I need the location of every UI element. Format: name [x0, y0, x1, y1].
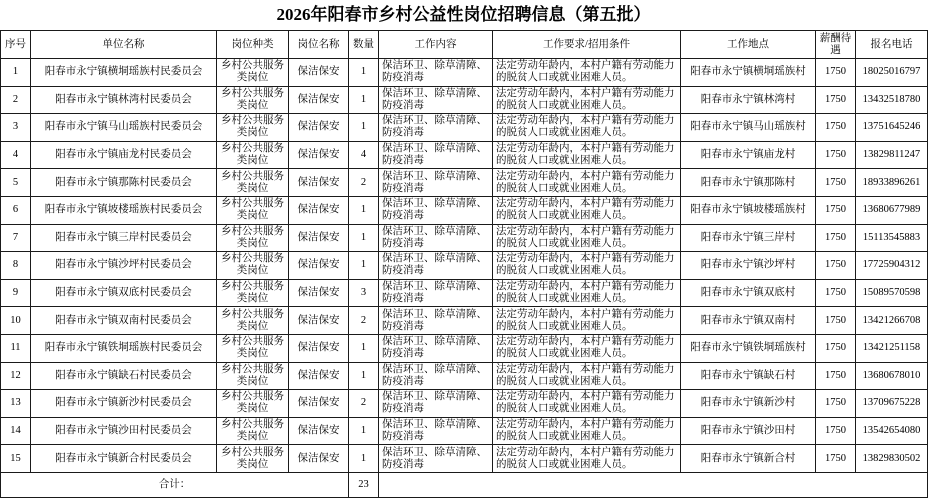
table-row [1, 334, 928, 362]
table-row [1, 141, 928, 169]
header-headcount: 数量 [349, 31, 379, 59]
position-name: 保洁保安 [289, 141, 349, 169]
salary: 1750 [816, 417, 856, 445]
salary: 1750 [816, 445, 856, 473]
work-location: 阳春市永宁镇双底村 [681, 279, 816, 307]
job-requirements: 法定劳动年龄内，本村户籍有劳动能力的脱贫人口或就业困难人员。 [493, 445, 681, 473]
total-label: 合计： [1, 472, 349, 497]
row-number: 2 [1, 86, 31, 114]
table-row [1, 417, 928, 445]
header-contact-phone: 报名电话 [856, 31, 928, 59]
work-location: 阳春市永宁镇沙田村 [681, 417, 816, 445]
contact-phone: 18933896261 [856, 169, 928, 197]
job-duties: 保洁环卫、除草清障、防疫消毒 [379, 224, 493, 252]
work-location: 阳春市永宁镇三岸村 [681, 224, 816, 252]
total-headcount: 23 [349, 472, 379, 497]
recruitment-table [0, 30, 928, 498]
unit-name: 阳春市永宁镇横垌瑶族村民委员会 [31, 59, 217, 87]
headcount: 2 [349, 307, 379, 335]
headcount: 1 [349, 445, 379, 473]
work-location: 阳春市永宁镇沙坪村 [681, 252, 816, 280]
position-name: 保洁保安 [289, 59, 349, 87]
row-number: 7 [1, 224, 31, 252]
header-row-number: 序号 [1, 31, 31, 59]
position-name: 保洁保安 [289, 445, 349, 473]
row-number: 5 [1, 169, 31, 197]
headcount: 1 [349, 362, 379, 390]
job-requirements: 法定劳动年龄内，本村户籍有劳动能力的脱贫人口或就业困难人员。 [493, 114, 681, 142]
row-number: 8 [1, 252, 31, 280]
position-category: 乡村公共服务类岗位 [217, 59, 289, 87]
headcount: 1 [349, 86, 379, 114]
job-requirements: 法定劳动年龄内，本村户籍有劳动能力的脱贫人口或就业困难人员。 [493, 307, 681, 335]
table-header-row [1, 31, 928, 59]
headcount: 4 [349, 141, 379, 169]
position-category: 乡村公共服务类岗位 [217, 252, 289, 280]
table-row [1, 390, 928, 418]
position-category: 乡村公共服务类岗位 [217, 279, 289, 307]
position-category: 乡村公共服务类岗位 [217, 114, 289, 142]
table-row [1, 224, 928, 252]
position-name: 保洁保安 [289, 307, 349, 335]
contact-phone: 13751645246 [856, 114, 928, 142]
row-number: 10 [1, 307, 31, 335]
work-location: 阳春市永宁镇双南村 [681, 307, 816, 335]
salary: 1750 [816, 362, 856, 390]
work-location: 阳春市永宁镇林湾村 [681, 86, 816, 114]
position-name: 保洁保安 [289, 334, 349, 362]
position-category: 乡村公共服务类岗位 [217, 417, 289, 445]
position-name: 保洁保安 [289, 279, 349, 307]
row-number: 1 [1, 59, 31, 87]
position-category: 乡村公共服务类岗位 [217, 86, 289, 114]
headcount: 1 [349, 196, 379, 224]
unit-name: 阳春市永宁镇那陈村民委员会 [31, 169, 217, 197]
contact-phone: 13709675228 [856, 390, 928, 418]
contact-phone: 13680677989 [856, 196, 928, 224]
headcount: 1 [349, 417, 379, 445]
table-row [1, 279, 928, 307]
table-row [1, 362, 928, 390]
job-duties: 保洁环卫、除草清障、防疫消毒 [379, 86, 493, 114]
unit-name: 阳春市永宁镇林湾村民委员会 [31, 86, 217, 114]
table-row [1, 445, 928, 473]
contact-phone: 15113545883 [856, 224, 928, 252]
contact-phone: 13829830502 [856, 445, 928, 473]
row-number: 6 [1, 196, 31, 224]
headcount: 1 [349, 59, 379, 87]
position-category: 乡村公共服务类岗位 [217, 141, 289, 169]
salary: 1750 [816, 252, 856, 280]
table-total-row [1, 472, 928, 497]
header-position-name: 岗位名称 [289, 31, 349, 59]
header-position-category: 岗位种类 [217, 31, 289, 59]
job-requirements: 法定劳动年龄内，本村户籍有劳动能力的脱贫人口或就业困难人员。 [493, 279, 681, 307]
job-duties: 保洁环卫、除草清障、防疫消毒 [379, 169, 493, 197]
salary: 1750 [816, 196, 856, 224]
salary: 1750 [816, 59, 856, 87]
contact-phone: 13542654080 [856, 417, 928, 445]
position-name: 保洁保安 [289, 86, 349, 114]
position-name: 保洁保安 [289, 390, 349, 418]
position-name: 保洁保安 [289, 417, 349, 445]
table-row [1, 196, 928, 224]
job-duties: 保洁环卫、除草清障、防疫消毒 [379, 59, 493, 87]
position-category: 乡村公共服务类岗位 [217, 307, 289, 335]
header-job-duties: 工作内容 [379, 31, 493, 59]
table-row [1, 169, 928, 197]
work-location: 阳春市永宁镇庙龙村 [681, 141, 816, 169]
headcount: 3 [349, 279, 379, 307]
position-category: 乡村公共服务类岗位 [217, 334, 289, 362]
table-row [1, 307, 928, 335]
job-requirements: 法定劳动年龄内，本村户籍有劳动能力的脱贫人口或就业困难人员。 [493, 362, 681, 390]
salary: 1750 [816, 279, 856, 307]
table-row [1, 86, 928, 114]
unit-name: 阳春市永宁镇马山瑶族村民委员会 [31, 114, 217, 142]
contact-phone: 13421266708 [856, 307, 928, 335]
row-number: 9 [1, 279, 31, 307]
work-location: 阳春市永宁镇坡楼瑶族村 [681, 196, 816, 224]
position-category: 乡村公共服务类岗位 [217, 362, 289, 390]
unit-name: 阳春市永宁镇新合村民委员会 [31, 445, 217, 473]
headcount: 2 [349, 390, 379, 418]
header-unit-name: 单位名称 [31, 31, 217, 59]
table-row [1, 114, 928, 142]
contact-phone: 18025016797 [856, 59, 928, 87]
headcount: 1 [349, 334, 379, 362]
position-name: 保洁保安 [289, 224, 349, 252]
work-location: 阳春市永宁镇新合村 [681, 445, 816, 473]
contact-phone: 13680678010 [856, 362, 928, 390]
salary: 1750 [816, 141, 856, 169]
row-number: 12 [1, 362, 31, 390]
work-location: 阳春市永宁镇铁垌瑶族村 [681, 334, 816, 362]
job-duties: 保洁环卫、除草清障、防疫消毒 [379, 307, 493, 335]
job-requirements: 法定劳动年龄内，本村户籍有劳动能力的脱贫人口或就业困难人员。 [493, 59, 681, 87]
job-requirements: 法定劳动年龄内，本村户籍有劳动能力的脱贫人口或就业困难人员。 [493, 169, 681, 197]
salary: 1750 [816, 169, 856, 197]
work-location: 阳春市永宁镇新沙村 [681, 390, 816, 418]
total-empty-cell [379, 472, 928, 497]
position-name: 保洁保安 [289, 114, 349, 142]
position-category: 乡村公共服务类岗位 [217, 390, 289, 418]
salary: 1750 [816, 334, 856, 362]
work-location: 阳春市永宁镇那陈村 [681, 169, 816, 197]
job-requirements: 法定劳动年龄内，本村户籍有劳动能力的脱贫人口或就业困难人员。 [493, 334, 681, 362]
position-category: 乡村公共服务类岗位 [217, 169, 289, 197]
header-work-location: 工作地点 [681, 31, 816, 59]
headcount: 1 [349, 114, 379, 142]
job-requirements: 法定劳动年龄内，本村户籍有劳动能力的脱贫人口或就业困难人员。 [493, 224, 681, 252]
unit-name: 阳春市永宁镇沙田村民委员会 [31, 417, 217, 445]
job-duties: 保洁环卫、除草清障、防疫消毒 [379, 252, 493, 280]
salary: 1750 [816, 224, 856, 252]
job-requirements: 法定劳动年龄内，本村户籍有劳动能力的脱贫人口或就业困难人员。 [493, 390, 681, 418]
job-duties: 保洁环卫、除草清障、防疫消毒 [379, 445, 493, 473]
work-location: 阳春市永宁镇马山瑶族村 [681, 114, 816, 142]
job-requirements: 法定劳动年龄内，本村户籍有劳动能力的脱贫人口或就业困难人员。 [493, 196, 681, 224]
job-requirements: 法定劳动年龄内，本村户籍有劳动能力的脱贫人口或就业困难人员。 [493, 252, 681, 280]
table-row [1, 59, 928, 87]
row-number: 14 [1, 417, 31, 445]
contact-phone: 13432518780 [856, 86, 928, 114]
headcount: 2 [349, 169, 379, 197]
headcount: 1 [349, 252, 379, 280]
unit-name: 阳春市永宁镇双底村民委员会 [31, 279, 217, 307]
position-name: 保洁保安 [289, 169, 349, 197]
position-name: 保洁保安 [289, 196, 349, 224]
contact-phone: 13421251158 [856, 334, 928, 362]
job-requirements: 法定劳动年龄内，本村户籍有劳动能力的脱贫人口或就业困难人员。 [493, 141, 681, 169]
row-number: 13 [1, 390, 31, 418]
contact-phone: 15089570598 [856, 279, 928, 307]
header-job-requirements: 工作要求/招用条件 [493, 31, 681, 59]
salary: 1750 [816, 390, 856, 418]
job-duties: 保洁环卫、除草清障、防疫消毒 [379, 362, 493, 390]
job-duties: 保洁环卫、除草清障、防疫消毒 [379, 279, 493, 307]
job-duties: 保洁环卫、除草清障、防疫消毒 [379, 390, 493, 418]
unit-name: 阳春市永宁镇沙坪村民委员会 [31, 252, 217, 280]
position-name: 保洁保安 [289, 362, 349, 390]
unit-name: 阳春市永宁镇三岸村民委员会 [31, 224, 217, 252]
job-requirements: 法定劳动年龄内，本村户籍有劳动能力的脱贫人口或就业困难人员。 [493, 86, 681, 114]
position-category: 乡村公共服务类岗位 [217, 445, 289, 473]
row-number: 3 [1, 114, 31, 142]
contact-phone: 13829811247 [856, 141, 928, 169]
unit-name: 阳春市永宁镇坡楼瑶族村民委员会 [31, 196, 217, 224]
page-title: 2026年阳春市乡村公益性岗位招聘信息（第五批） [276, 5, 651, 24]
job-duties: 保洁环卫、除草清障、防疫消毒 [379, 196, 493, 224]
row-number: 4 [1, 141, 31, 169]
contact-phone: 17725904312 [856, 252, 928, 280]
unit-name: 阳春市永宁镇新沙村民委员会 [31, 390, 217, 418]
salary: 1750 [816, 86, 856, 114]
position-name: 保洁保安 [289, 252, 349, 280]
job-duties: 保洁环卫、除草清障、防疫消毒 [379, 114, 493, 142]
work-location: 阳春市永宁镇缺石村 [681, 362, 816, 390]
job-duties: 保洁环卫、除草清障、防疫消毒 [379, 334, 493, 362]
unit-name: 阳春市永宁镇缺石村民委员会 [31, 362, 217, 390]
position-category: 乡村公共服务类岗位 [217, 224, 289, 252]
work-location: 阳春市永宁镇横垌瑶族村 [681, 59, 816, 87]
position-category: 乡村公共服务类岗位 [217, 196, 289, 224]
header-salary: 薪酬待遇 [816, 31, 856, 59]
unit-name: 阳春市永宁镇庙龙村民委员会 [31, 141, 217, 169]
job-duties: 保洁环卫、除草清障、防疫消毒 [379, 141, 493, 169]
table-row [1, 252, 928, 280]
job-duties: 保洁环卫、除草清障、防疫消毒 [379, 417, 493, 445]
unit-name: 阳春市永宁镇铁垌瑶族村民委员会 [31, 334, 217, 362]
job-requirements: 法定劳动年龄内，本村户籍有劳动能力的脱贫人口或就业困难人员。 [493, 417, 681, 445]
salary: 1750 [816, 307, 856, 335]
row-number: 11 [1, 334, 31, 362]
unit-name: 阳春市永宁镇双南村民委员会 [31, 307, 217, 335]
salary: 1750 [816, 114, 856, 142]
row-number: 15 [1, 445, 31, 473]
headcount: 1 [349, 224, 379, 252]
